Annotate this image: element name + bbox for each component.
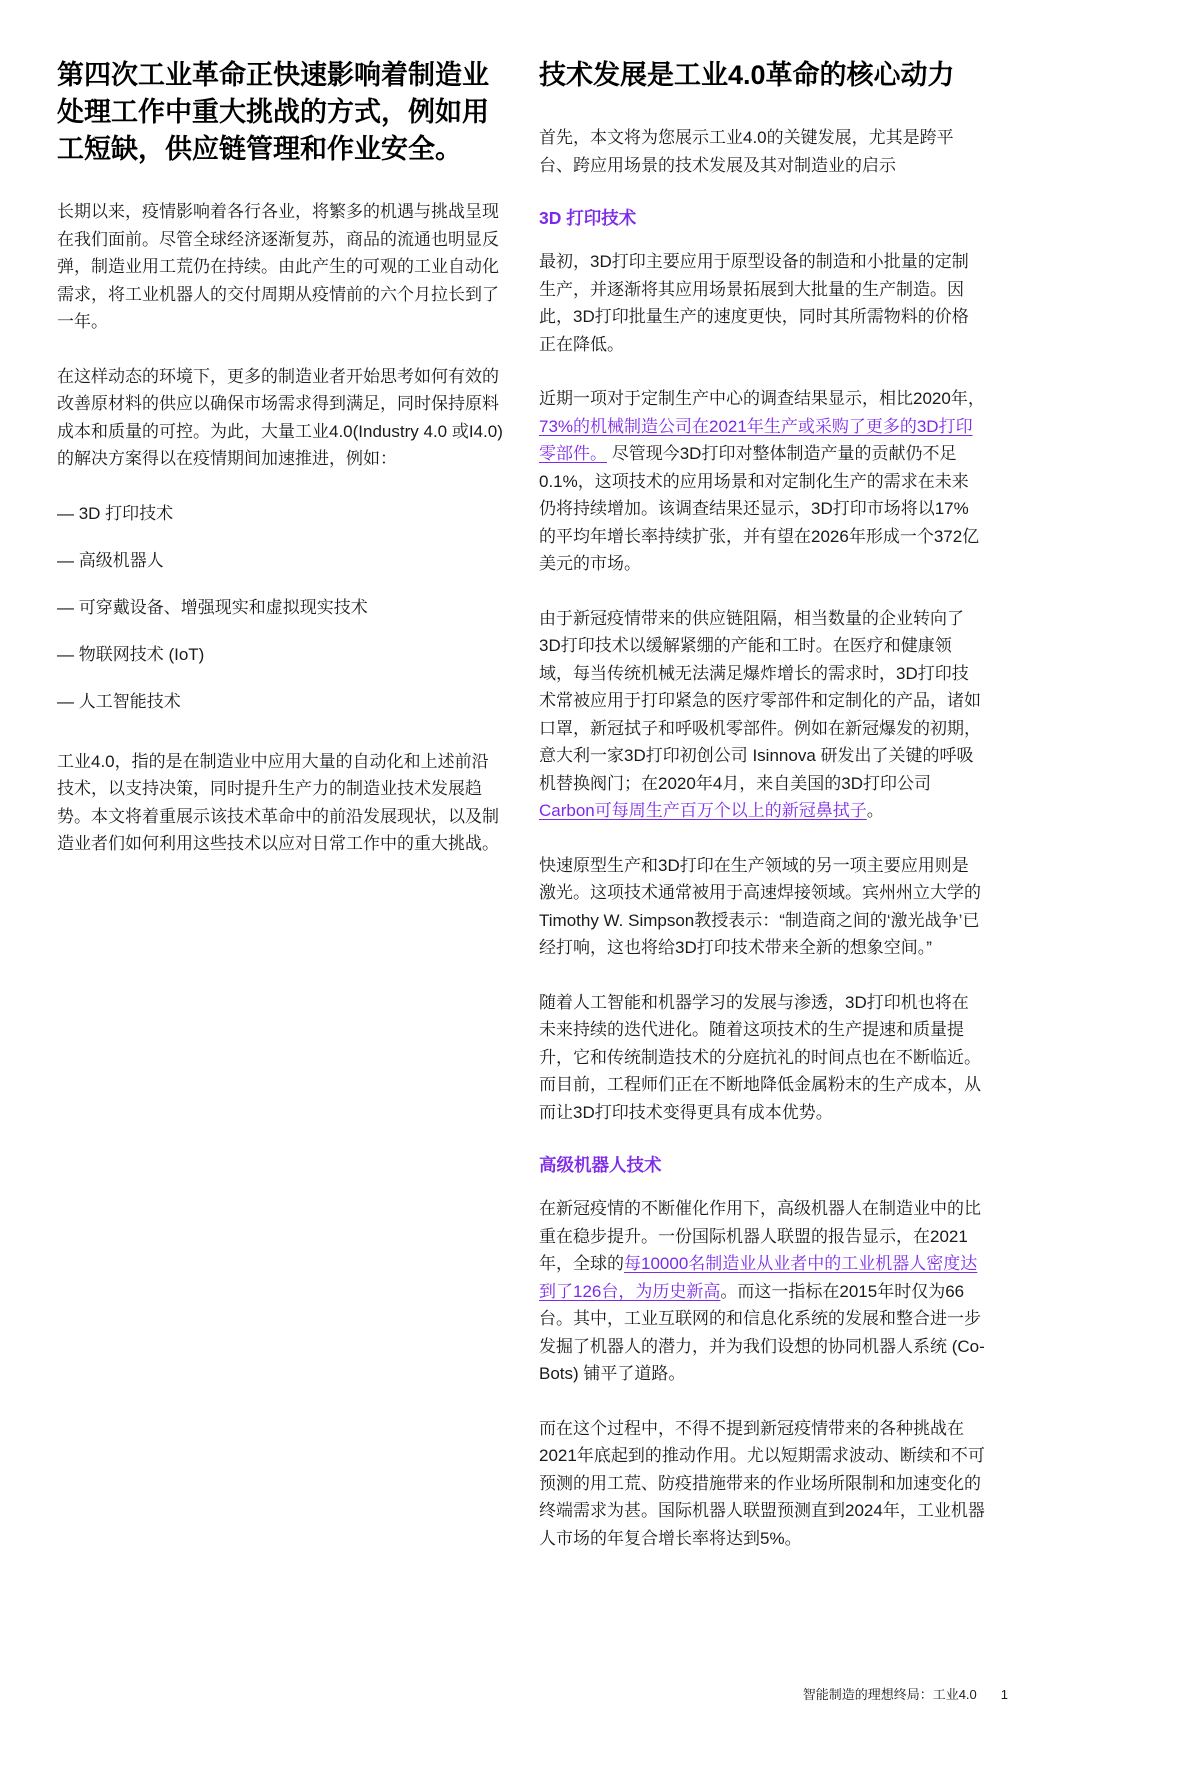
right-column	[539, 57, 985, 1579]
page-number: 1	[1000, 1687, 1008, 1702]
paragraph-3d-printing-ai: 随着人工智能和机器学习的发展与渗透，3D打印机也将在未来持续的迭代进化。随着这项技术的生产提速和质量提升，它和传统制造技术的分庭抗礼的时间点也在不断临近。而目前，工程师们正在不断地降低金属粉末的生产成本，从而让3D打印技术变得更具有成本优势。	[539, 992, 981, 1122]
paragraph-3d-printing-survey	[539, 385, 985, 578]
paragraph-covid-impact: 长期以来，疫情影响着各行各业，将繁多的机遇与挑战呈现在我们面前。尽管全球经济逐渐复苏，商品的流通也明显反弹，制造业用工荒仍在持续。由此产生的可观的工业自动化需求，将工业机器人的交付周期从疫情前的六个月拉长到了一年。	[57, 202, 499, 331]
text-segment: 尽管现今3D打印对整体制造产量的贡献仍不足0.1%，这项技术的应用场景和对定制化生产的需求在未来仍将持续增加。该调查结果还显示，3D打印市场将以17%的平均年增长率持续扩张，并有望在2026年形成一个372亿美元的市场。	[539, 444, 980, 573]
list-item-advanced-robots: — 高级机器人	[57, 550, 164, 570]
paragraph-intro: 首先，本文将为您展示工业4.0的关键发展，尤其是跨平台、跨应用场景的技术发展及其对制造业的启示	[539, 128, 954, 175]
text-segment: 由于新冠疫情带来的供应链阻隔，相当数量的企业转向了3D打印技术以缓解紧绷的产能和工时。在医疗和健康领域，每当传统机械无法满足爆炸增长的需求时，3D打印技术常被应用于打印紧急的医疗零部件和定制化的产品，诸如口罩，新冠拭子和呼吸机零部件。例如在新冠爆发的初期，意大利一家3D打印初创公司 Isinnova 研发出了关键的呼吸机替换阀门；在2020年4月，来自美国的3D打印公司	[539, 608, 981, 793]
left-column	[57, 57, 503, 1579]
list-item-ai: — 人工智能技术	[57, 691, 181, 711]
text-segment: 近期一项对于定制生产中心的调查结果显示，相比2020年，	[539, 389, 985, 408]
inline-link[interactable]: 每10000名制造业从业者中的工业机器人密度达到了126台，为历史新高	[539, 1254, 978, 1301]
paragraph-3d-printing-covid	[539, 605, 985, 825]
list-item-3d-printing: — 3D 打印技术	[57, 503, 174, 523]
two-column-layout	[57, 57, 1200, 1579]
section-title-3d-printing: 3D 打印技术	[539, 208, 637, 228]
footer	[803, 1687, 1008, 1703]
paragraph-3d-printing-origin: 最初，3D打印主要应用于原型设备的制造和小批量的定制生产，并逐渐将其应用场景拓展到大批量的生产制造。因此，3D打印批量生产的速度更快，同时其所需物料的价格正在降低。	[539, 252, 969, 354]
text-segment: 。	[866, 801, 884, 820]
list-item-wearables-ar-vr: — 可穿戴设备、增强现实和虚拟现实技术	[57, 597, 368, 617]
technology-list	[57, 500, 503, 715]
text-segment: 。而这一指标在2015年时仅为66台。其中，工业互联网的和信息化系统的发展和整合进一步发掘了机器人的潜力，并为我们设想的协同机器人系统 (Co-Bots) 铺平了道路。	[539, 1281, 985, 1383]
paragraph-robotics-density	[539, 1195, 985, 1388]
footer-title: 智能制造的理想终局：工业4.0	[802, 1687, 977, 1702]
inline-link[interactable]: Carbon可每周生产百万个以上的新冠鼻拭子	[539, 801, 867, 820]
left-headline: 第四次工业革命正快速影响着制造业处理工作中重大挑战的方式，例如用工短缺，供应链管理和作业安全。	[57, 60, 489, 164]
paragraph-industry40-definition: 工业4.0，指的是在制造业中应用大量的自动化和上述前沿技术，以支持决策，同时提升生产力的制造业技术发展趋势。本文将着重展示该技术革命中的前沿发展现状，以及制造业者们如何利用这些技术以应对日常工作中的重大挑战。	[57, 751, 499, 853]
list-item-iot: — 物联网技术 (IoT)	[57, 644, 205, 664]
section-title-robotics: 高级机器人技术	[539, 1155, 662, 1175]
right-headline: 技术发展是工业4.0革命的核心动力	[539, 60, 955, 90]
paragraph-3d-printing-laser: 快速原型生产和3D打印在生产领域的另一项主要应用则是激光。这项技术通常被用于高速焊接领域。宾州州立大学的Timothy W. Simpson教授表示：“制造商之间的‘激光战争’已经打响，这也将给3D打印技术带来全新的想象空间。”	[539, 855, 981, 957]
text-segment: 在新冠疫情的不断催化作用下，高级机器人在制造业中的比重在稳步提升。一份国际机器人联盟的报告显示，在2021年，全球的	[539, 1199, 981, 1273]
paragraph-robotics-forecast: 而在这个过程中，不得不提到新冠疫情带来的各种挑战在2021年底起到的推动作用。尤以短期需求波动、断续和不可预测的用工荒、防疫措施带来的作业场所限制和加速变化的终端需求为甚。国际机器人联盟预测直到2024年，工业机器人市场的年复合增长率将达到5%。	[539, 1418, 985, 1548]
inline-link[interactable]: 73%的机械制造公司在2021年生产或采购了更多的3D打印零部件。	[539, 416, 973, 463]
paragraph-industry40-intro: 在这样动态的环境下，更多的制造业者开始思考如何有效的改善原材料的供应以确保市场需求得到满足，同时保持原料成本和质量的可控。为此，大量工业4.0(Industry 4.0 或I4.0)的解决方案得以在疫情期间加速推进，例如：	[57, 366, 503, 468]
